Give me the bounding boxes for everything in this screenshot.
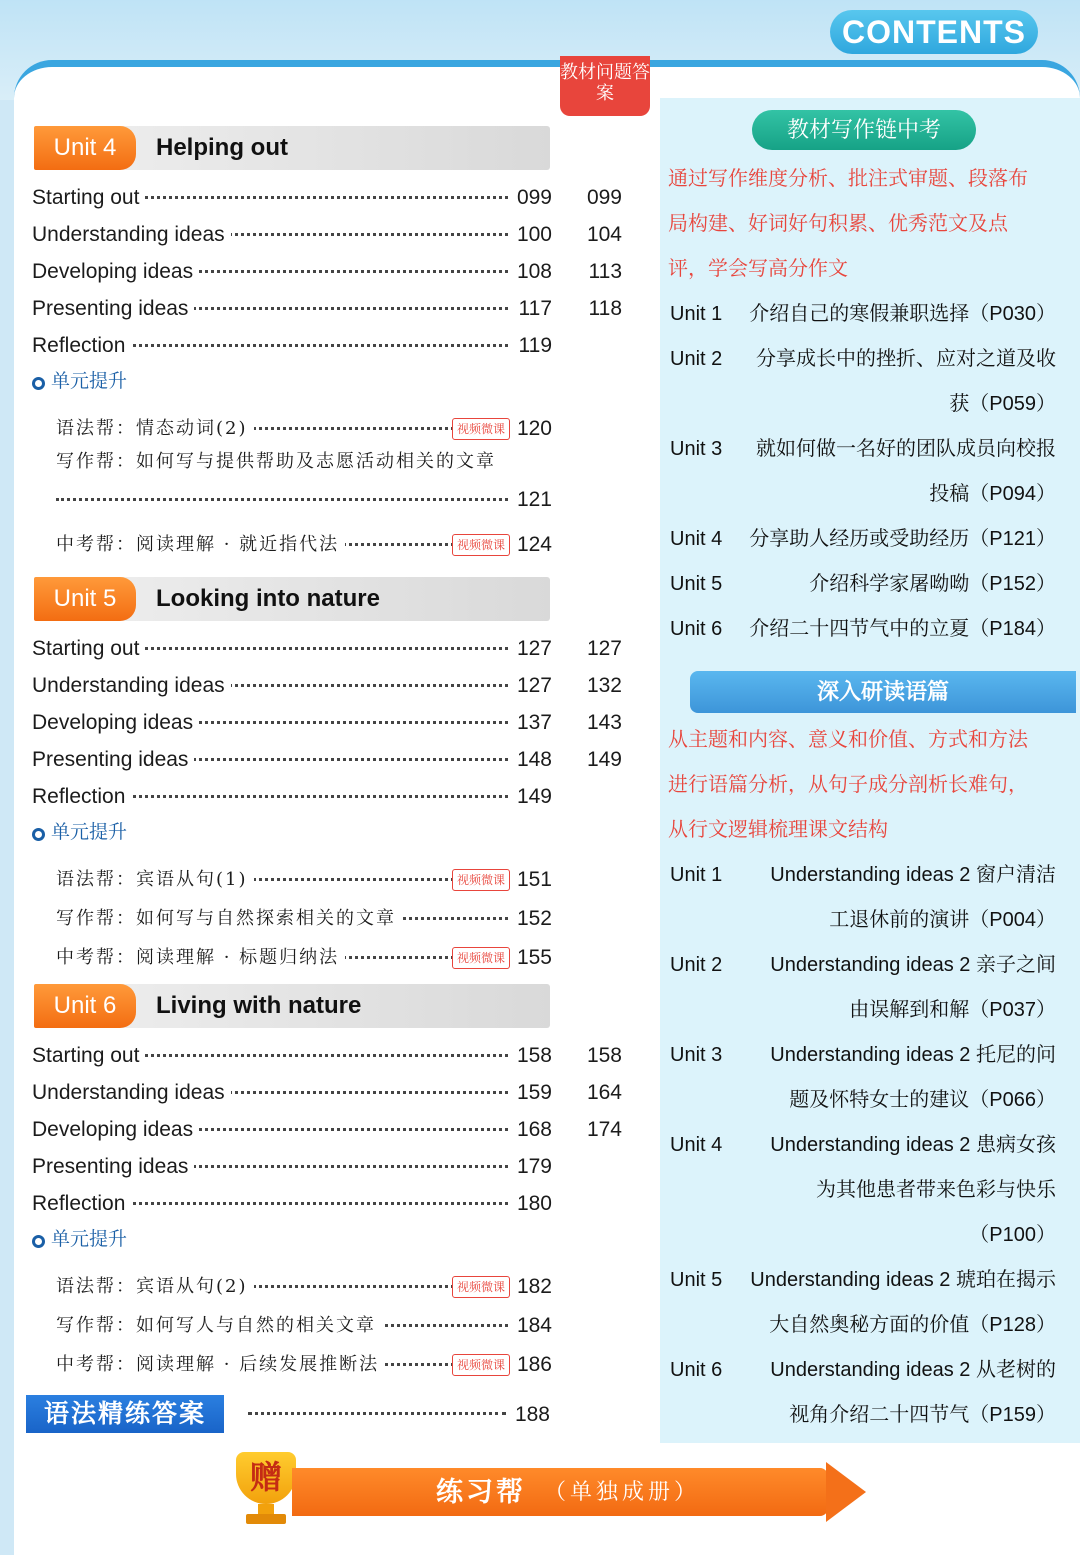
grammar-answers-page: 188: [514, 1403, 550, 1426]
help-entry[interactable]: [56, 530, 552, 560]
entry-text: Understanding ideas 2 亲子之间: [770, 954, 1056, 976]
entry-label: Reflection: [32, 1189, 131, 1219]
toc-entry[interactable]: [32, 1152, 552, 1182]
help-page: 182: [516, 1275, 552, 1298]
unit-tag: Unit 4: [34, 126, 136, 170]
entry-text: 大自然奥秘方面的价值（P128）: [769, 1314, 1056, 1336]
toc-entry[interactable]: [32, 708, 552, 738]
unit-title: Living with nature: [156, 992, 362, 1019]
unit-label: Unit 4: [670, 1134, 723, 1156]
help-label: 写作帮：如何写与提供帮助及志愿活动相关的文章: [56, 447, 502, 477]
unit-boost-label: 单元提升: [51, 822, 128, 843]
help-label: 中考帮：阅读理解 · 标题归纳法: [56, 943, 345, 973]
entry-text: 介绍科学家屠呦呦（P152）: [809, 573, 1056, 595]
toc-entry[interactable]: [32, 745, 552, 775]
answer-page: 104: [586, 223, 622, 246]
video-lesson-badge: 视频微课: [452, 418, 510, 440]
trophy-stem: [258, 1504, 274, 1514]
entry-text: 分享成长中的挫折、应对之道及收: [756, 348, 1056, 370]
section-description: 进行语篇分析，从句子成分剖析长难句，: [668, 774, 1028, 796]
entry-page: 137: [516, 711, 552, 734]
entry-label: Developing ideas: [32, 257, 199, 287]
help-entry[interactable]: [56, 1311, 552, 1341]
toc-entry[interactable]: [32, 671, 552, 701]
help-page: 186: [516, 1353, 552, 1376]
unit-label: Unit 1: [670, 864, 723, 886]
help-page: 152: [516, 907, 552, 930]
entry-label: Presenting ideas: [32, 1152, 194, 1182]
help-entry[interactable]: [56, 485, 552, 515]
entry-text: 由误解到和解（P037）: [849, 999, 1056, 1021]
entry-text: 工退休前的演讲（P004）: [829, 909, 1056, 931]
entry-page: 108: [516, 260, 552, 283]
entry-page: 180: [516, 1192, 552, 1215]
toc-entry[interactable]: [32, 294, 552, 324]
entry-text: 分享助人经历或受助经历（P121）: [749, 528, 1056, 550]
toc-entry[interactable]: [32, 1115, 552, 1145]
entry-label: Understanding ideas: [32, 220, 231, 250]
toc-entry[interactable]: [32, 1041, 552, 1071]
entry-label: Understanding ideas: [32, 671, 231, 701]
answer-page: 164: [586, 1081, 622, 1104]
help-entry-label: [56, 447, 552, 477]
section-description: 通过写作维度分析、批注式审题、段落布: [668, 168, 1028, 190]
unit-label: Unit 2: [670, 954, 723, 976]
entry-label: Starting out: [32, 183, 145, 213]
unit-label: Unit 5: [670, 573, 723, 595]
answer-page: 174: [586, 1118, 622, 1141]
entry-text: 获（P059）: [949, 393, 1056, 415]
help-page: 120: [516, 417, 552, 440]
help-entry[interactable]: [56, 1350, 552, 1380]
entry-text: 为其他患者带来色彩与快乐: [816, 1179, 1056, 1201]
help-label: 语法帮：宾语从句(2): [56, 1272, 254, 1302]
section-description: 从主题和内容、意义和价值、方式和方法: [668, 729, 1028, 751]
unit-header: [34, 126, 550, 170]
entry-text: Understanding ideas 2 患病女孩: [770, 1134, 1056, 1156]
unit-boost-label: 单元提升: [51, 371, 128, 392]
section-description: 局构建、好词好句积累、优秀范文及点: [668, 213, 1008, 235]
entry-page: 127: [516, 674, 552, 697]
entry-text: 就如何做一名好的团队成员向校报: [756, 438, 1056, 460]
entry-label: Starting out: [32, 1041, 145, 1071]
entry-label: Starting out: [32, 634, 145, 664]
toc-entry[interactable]: [32, 220, 552, 250]
entry-page: 148: [516, 748, 552, 771]
contents-label: CONTENTS: [830, 10, 1038, 54]
section-description: 从行文逻辑梳理课文结构: [668, 819, 888, 841]
entry-text: Understanding ideas 2 从老树的: [770, 1359, 1056, 1381]
entry-page: 179: [516, 1155, 552, 1178]
toc-entry[interactable]: [32, 1189, 552, 1219]
leader-dots: [56, 498, 508, 501]
entry-page: 100: [516, 223, 552, 246]
unit-title: Looking into nature: [156, 585, 380, 612]
toc-entry[interactable]: [32, 331, 552, 361]
entry-label: Reflection: [32, 331, 131, 361]
answer-page: 099: [586, 186, 622, 209]
answer-page: 158: [586, 1044, 622, 1067]
unit-label: Unit 2: [670, 348, 723, 370]
entry-page: 158: [516, 1044, 552, 1067]
answer-page: 149: [586, 748, 622, 771]
gift-subtitle: （单独成册）: [544, 1479, 701, 1504]
unit-label: Unit 6: [670, 1359, 723, 1381]
video-lesson-badge: 视频微课: [452, 1276, 510, 1298]
unit-label: Unit 1: [670, 303, 723, 325]
toc-entry[interactable]: [32, 782, 552, 812]
unit-label: Unit 6: [670, 618, 723, 640]
toc-entry[interactable]: [32, 257, 552, 287]
circle-icon: [32, 1235, 45, 1248]
help-entry[interactable]: [56, 904, 552, 934]
help-label: 中考帮：阅读理解 · 就近指代法: [56, 530, 345, 560]
unit-boost-heading: [32, 1227, 127, 1253]
answer-page: 143: [586, 711, 622, 734]
entry-page: 099: [516, 186, 552, 209]
answer-page: 113: [588, 260, 622, 283]
help-page: 155: [516, 946, 552, 969]
entry-label: Reflection: [32, 782, 131, 812]
video-lesson-badge: 视频微课: [452, 534, 510, 556]
unit-boost-heading: [32, 820, 127, 846]
video-lesson-badge: 视频微课: [452, 947, 510, 969]
entry-text: 介绍自己的寒假兼职选择（P030）: [749, 303, 1056, 325]
unit-boost-heading: [32, 369, 127, 395]
trophy-base: [246, 1514, 286, 1524]
entry-page: 119: [518, 334, 552, 357]
entry-text: Understanding ideas 2 托尼的问: [770, 1044, 1056, 1066]
help-page: 124: [516, 533, 552, 556]
gift-icon-char: 赠: [236, 1452, 296, 1504]
circle-icon: [32, 828, 45, 841]
answer-page: 132: [586, 674, 622, 697]
help-entry[interactable]: [56, 865, 552, 895]
help-label: 语法帮：情态动词(2): [56, 414, 254, 444]
entry-page: 117: [518, 297, 552, 320]
circle-icon: [32, 377, 45, 390]
unit-header: [34, 577, 550, 621]
unit-tag: Unit 6: [34, 984, 136, 1028]
unit-label: Unit 3: [670, 1044, 723, 1066]
entry-text: 投稿（P094）: [929, 483, 1056, 505]
video-lesson-badge: 视频微课: [452, 1354, 510, 1376]
help-page: 121: [516, 488, 552, 511]
leader-dots: [248, 1412, 506, 1415]
reading-section-title: 深入研读语篇: [690, 671, 1076, 713]
toc-entry[interactable]: [32, 183, 552, 213]
entry-text: Understanding ideas 2 琥珀在揭示: [750, 1269, 1056, 1291]
entry-text: （P100）: [969, 1224, 1056, 1246]
answer-page: 127: [586, 637, 622, 660]
help-label: 语法帮：宾语从句(1): [56, 865, 254, 895]
entry-label: Presenting ideas: [32, 745, 194, 775]
entry-label: Developing ideas: [32, 708, 199, 738]
help-label: 写作帮：如何写人与自然的相关文章: [56, 1311, 382, 1341]
unit-label: Unit 5: [670, 1269, 723, 1291]
help-label: 中考帮：阅读理解 · 后续发展推断法: [56, 1350, 385, 1380]
entry-page: 168: [516, 1118, 552, 1141]
answer-page: 118: [588, 297, 622, 320]
entry-page: 149: [516, 785, 552, 808]
unit-title: Helping out: [156, 134, 288, 161]
answer-tab: 教材问题答案: [560, 56, 650, 116]
toc-entry[interactable]: [32, 634, 552, 664]
unit-boost-label: 单元提升: [51, 1229, 128, 1250]
entry-label: Understanding ideas: [32, 1078, 231, 1108]
unit-header: [34, 984, 550, 1028]
entry-page: 159: [516, 1081, 552, 1104]
help-label: 写作帮：如何写与自然探索相关的文章: [56, 904, 402, 934]
entry-text: 视角介绍二十四节气（P159）: [789, 1404, 1056, 1426]
video-lesson-badge: 视频微课: [452, 869, 510, 891]
help-entry[interactable]: [56, 943, 552, 973]
entry-label: Developing ideas: [32, 1115, 199, 1145]
gift-trophy-icon: [236, 1452, 296, 1524]
writing-section-title: 教材写作链中考: [752, 110, 976, 150]
grammar-answers-label[interactable]: 语法精练答案: [26, 1395, 224, 1433]
entry-page: 127: [516, 637, 552, 660]
ribbon-tail: [826, 1462, 866, 1522]
entry-text: 题及怀特女士的建议（P066）: [789, 1089, 1056, 1111]
unit-label: Unit 4: [670, 528, 723, 550]
gift-title: 练习帮: [436, 1477, 526, 1507]
help-entry[interactable]: [56, 1272, 552, 1302]
toc-entry[interactable]: [32, 1078, 552, 1108]
help-entry[interactable]: [56, 414, 552, 444]
help-page: 184: [516, 1314, 552, 1337]
unit-label: Unit 3: [670, 438, 723, 460]
unit-tag: Unit 5: [34, 577, 136, 621]
entry-label: Presenting ideas: [32, 294, 194, 324]
section-description: 评，学会写高分作文: [668, 258, 848, 280]
entry-text: 介绍二十四节气中的立夏（P184）: [749, 618, 1056, 640]
help-page: 151: [516, 868, 552, 891]
entry-text: Understanding ideas 2 窗户清洁: [770, 864, 1056, 886]
